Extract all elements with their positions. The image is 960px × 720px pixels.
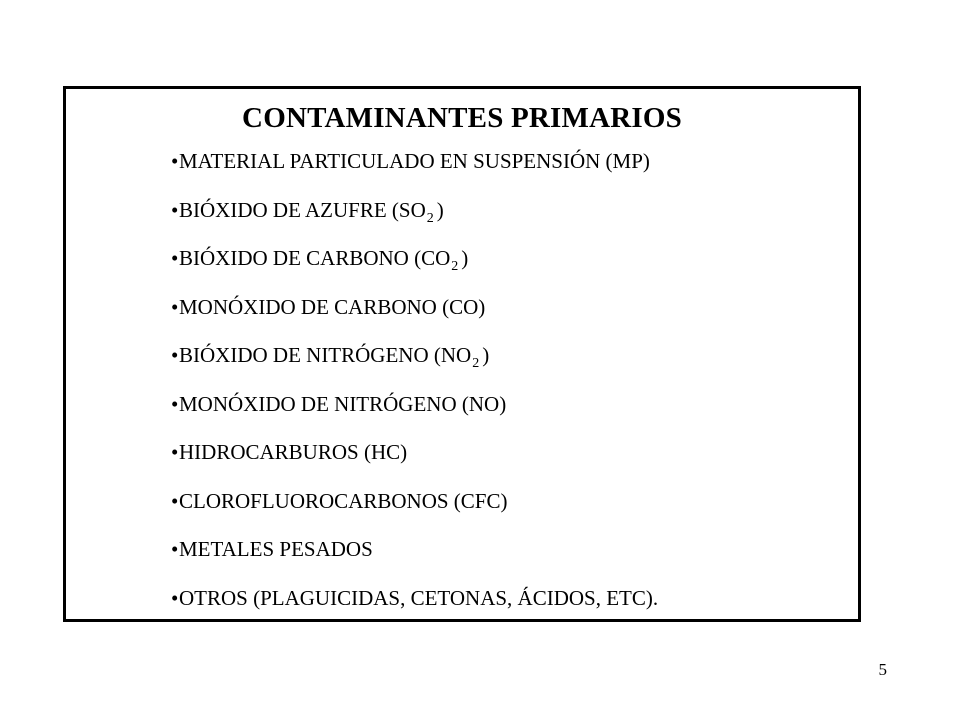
list-item — [171, 440, 658, 489]
item-text: METALES PESADOS — [179, 537, 373, 561]
list-item — [171, 392, 658, 441]
item-text: BIÓXIDO DE AZUFRE (SO — [179, 197, 426, 222]
bullet: • — [171, 294, 179, 319]
bullet: • — [171, 197, 179, 222]
item-text: BIÓXIDO DE CARBONO (CO — [179, 246, 451, 270]
bullet: • — [171, 440, 179, 464]
list-item — [171, 149, 658, 198]
item-text: MONÓXIDO DE NITRÓGENO (NO) — [179, 391, 507, 416]
bullet: • — [171, 488, 179, 513]
bullet: • — [171, 343, 179, 367]
subscript: 2 — [472, 356, 480, 371]
item-text-end: ) — [482, 343, 490, 367]
bullet: • — [171, 391, 179, 416]
bullet: • — [171, 149, 179, 173]
bullet: • — [171, 537, 179, 561]
list-item — [171, 489, 658, 538]
item-text: CLOROFLUOROCARBONOS (CFC) — [179, 488, 508, 513]
list-item — [171, 586, 658, 635]
bullet: • — [171, 246, 179, 270]
list-item — [171, 343, 658, 392]
subscript: 2 — [426, 210, 434, 226]
item-text: MATERIAL PARTICULADO EN SUSPENSIÓN (MP) — [179, 149, 650, 173]
list-item — [171, 246, 658, 295]
item-text: OTROS (PLAGUICIDAS, CETONAS, ÁCIDOS, ETC). — [179, 585, 659, 610]
item-text-end: ) — [461, 246, 469, 270]
list-item — [171, 537, 658, 586]
bullet: • — [171, 585, 179, 610]
slide-title: CONTAMINANTES PRIMARIOS — [242, 102, 682, 134]
item-text: BIÓXIDO DE NITRÓGENO (NO — [179, 343, 472, 367]
page-number: 5 — [878, 660, 887, 679]
item-text: HIDROCARBUROS (HC) — [179, 440, 408, 464]
pollutant-list — [171, 149, 658, 634]
list-item — [171, 295, 658, 344]
list-item — [171, 198, 658, 247]
content-frame — [63, 86, 861, 622]
subscript: 2 — [451, 259, 459, 274]
item-text-end: ) — [436, 197, 444, 222]
item-text: MONÓXIDO DE CARBONO (CO) — [179, 294, 486, 319]
